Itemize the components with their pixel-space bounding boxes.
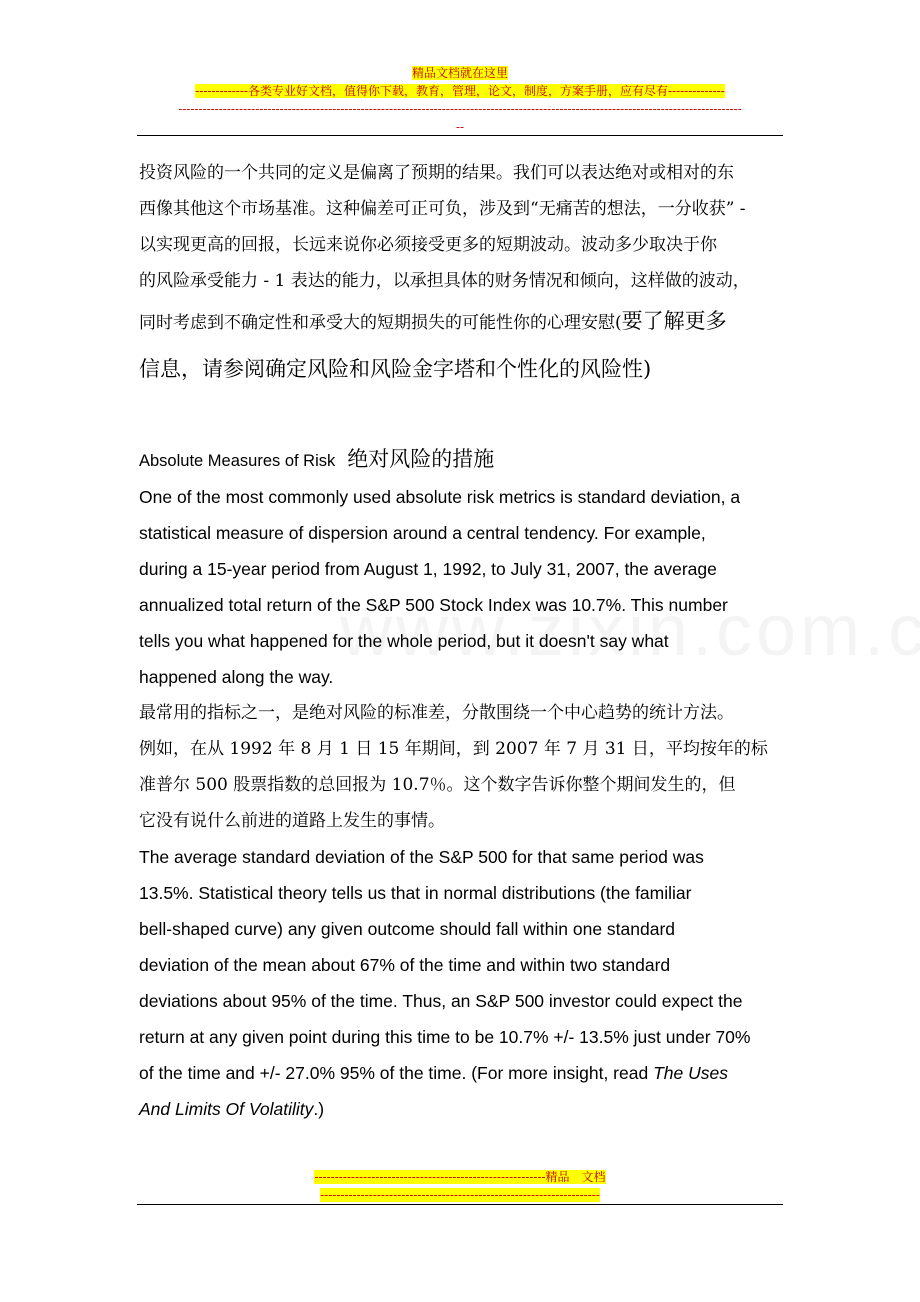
para3-line2: 例如，在从 1992 年 8 月 1 日 15 年期间，到 2007 年 7 月 31 日，平均按年的标 <box>139 739 768 759</box>
para2-line2: statistical measure of dispersion around a central tendency. For example, <box>139 523 706 543</box>
para1-line5-small: 同时考虑到不确定性和承受大的短期损失的可能性你的心理安慰( <box>139 313 622 333</box>
para4-line6: return at any given point during this time to be 10.7% +/- 13.5% just under 70% <box>139 1027 751 1047</box>
para4-line7-text: of the time and +/- 27.0% 95% of the time. (For more insight, read <box>139 1063 654 1083</box>
para1-line5-big: 要了解更多 <box>621 309 727 333</box>
article-link-title-part1[interactable]: The Uses <box>653 1063 728 1083</box>
para4-line5: deviations about 95% of the time. Thus, an S&P 500 investor could expect the <box>139 991 743 1011</box>
para4-line3: bell-shaped curve) any given outcome should fall within one standard <box>139 919 676 939</box>
header-dash-tail: -- <box>455 120 465 134</box>
para4-line7 <box>139 1055 783 1091</box>
para2-line1: One of the most commonly used absolute risk metrics is standard deviation, a <box>139 487 741 507</box>
page-header <box>137 64 783 136</box>
footer-line2: --------------------------------------------------------------------- <box>320 1188 600 1202</box>
para2-line3: during a 15-year period from August 1, 1992, to July 31, 2007, the average <box>139 559 717 579</box>
page-footer <box>137 1168 783 1204</box>
section-heading-en: Absolute Measures of Risk <box>139 452 336 470</box>
para4-line8-text: .) <box>313 1099 325 1119</box>
para1-line2: 西像其他这个市场基准。这种偏差可正可负，涉及到“无痛苦的想法，一分收获” - <box>139 199 746 219</box>
header-title: 精品文档就在这里 <box>411 66 508 80</box>
para1-line4: 的风险承受能力 - 1 表达的能力，以承担具体的财务情况和倾向，这样做的波动， <box>139 271 750 291</box>
para2-line5: tells you what happened for the whole period, but it doesn't say what <box>139 631 669 651</box>
para4-line8 <box>139 1091 783 1127</box>
section-heading <box>139 441 783 479</box>
para1-line5 <box>139 299 783 345</box>
para3-line1: 最常用的指标之一，是绝对风险的标准差，分散围绕一个中心趋势的统计方法。 <box>139 703 734 723</box>
article-link-title-part2[interactable]: And Limits Of Volatility <box>139 1099 314 1119</box>
footer-divider <box>137 1204 783 1205</box>
para1-line3: 以实现更高的回报，长远来说你必须接受更多的短期波动。波动多少取决于你 <box>139 235 717 255</box>
footer-line1: ---------------------------------------------------------精品 文档 <box>314 1170 606 1184</box>
para4-line4: deviation of the mean about 67% of the time and within two standard <box>139 955 671 975</box>
para1-line6: 信息，请参阅确定风险和风险金字塔和个性化的风险性) <box>139 357 652 381</box>
para4-line1: The average standard deviation of the S&P 500 for that same period was <box>139 847 704 867</box>
header-subtitle: -------------各类专业好文档，值得你下载，教育，管理，论文，制度，方案手册，应有尽有-------------- <box>195 84 725 98</box>
document-body <box>139 155 783 1127</box>
para4-line2: 13.5%. Statistical theory tells us that in normal distributions (the familiar <box>139 883 692 903</box>
section-heading-zh: 绝对风险的措施 <box>347 447 495 471</box>
header-divider <box>137 135 783 136</box>
para2-line6: happened along the way. <box>139 667 334 687</box>
para3-line3: 准普尔 500 股票指数的总回报为 10.7％。这个数字告诉你整个期间发生的，但 <box>139 775 736 795</box>
para2-line4: annualized total return of the S&P 500 Stock Index was 10.7%. This number <box>139 595 728 615</box>
para1-line1: 投资风险的一个共同的定义是偏离了预期的结果。我们可以表达绝对或相对的东 <box>139 163 734 183</box>
header-dash-line: ------------------------------------------------------------------------------------------------------------------------------------------- <box>178 102 742 116</box>
para3-line4: 它没有说什么前进的道路上发生的事情。 <box>139 811 445 831</box>
